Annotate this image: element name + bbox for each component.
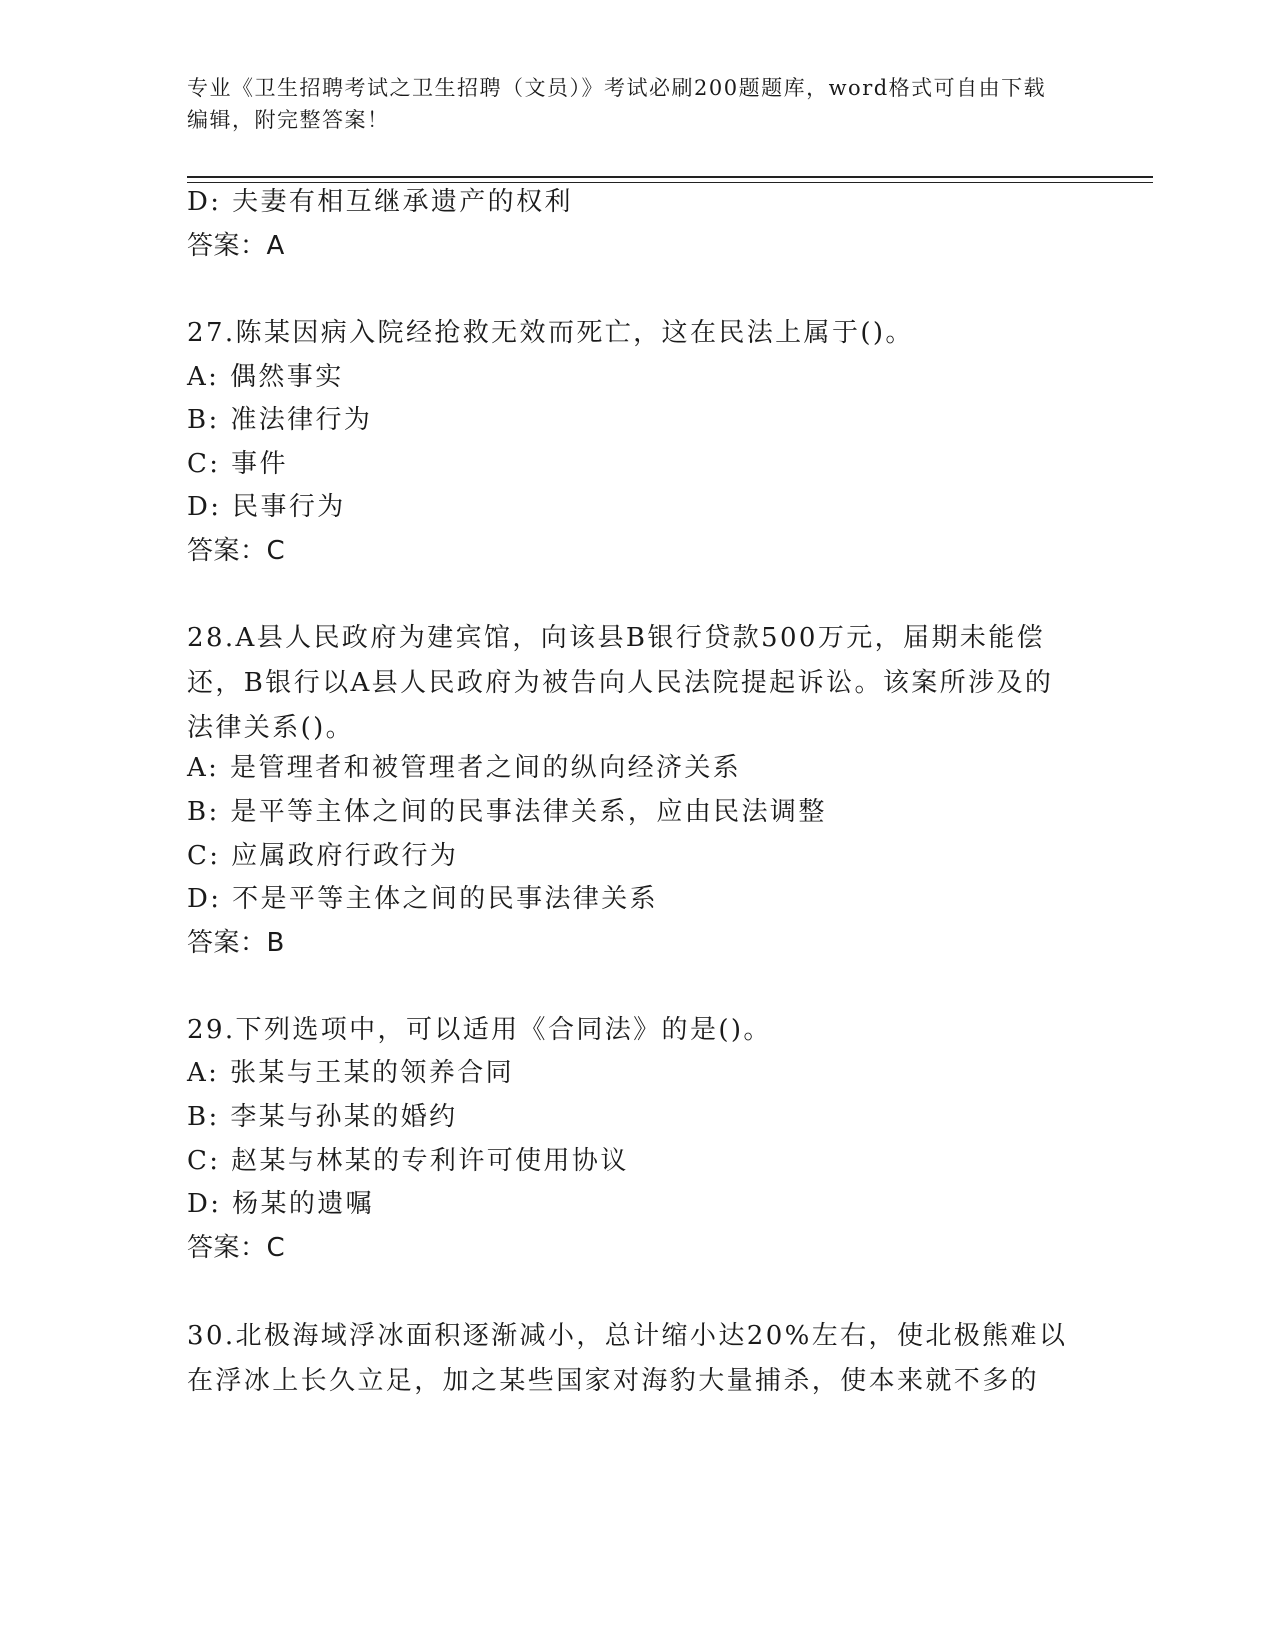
q27-option-a: A: 偶然事实 <box>187 362 344 392</box>
q26-option-d: D: 夫妻有相互继承遗产的权利 <box>187 187 573 217</box>
q27-option-b: B: 准法律行为 <box>187 405 373 435</box>
q29-option-a: A: 张某与王某的领养合同 <box>187 1058 515 1088</box>
q29-stem: 29.下列选项中，可以适用《合同法》的是()。 <box>187 1015 772 1045</box>
q29-option-d: D: 杨某的遗嘱 <box>187 1189 375 1219</box>
q28-option-b: B: 是平等主体之间的民事法律关系，应由民法调整 <box>187 797 827 827</box>
q27-answer: 答案：C <box>187 536 286 566</box>
q27-stem: 27.陈某因病入院经抢救无效而死亡，这在民法上属于()。 <box>187 318 914 348</box>
q28-answer: 答案：B <box>187 928 285 958</box>
header-divider-thin <box>187 182 1153 183</box>
q27-option-d: D: 民事行为 <box>187 492 346 522</box>
q29-option-b: B: 李某与孙某的婚约 <box>187 1102 458 1132</box>
q28-option-d: D: 不是平等主体之间的民事法律关系 <box>187 884 659 914</box>
header-divider-thick <box>187 176 1153 178</box>
q28-option-a: A: 是管理者和被管理者之间的纵向经济关系 <box>187 753 742 783</box>
document-header: 专业《卫生招聘考试之卫生招聘（文员）》考试必刷200题题库，word格式可自由下载编辑，附完整答案！ <box>187 76 1047 132</box>
q28-stem: 28.A县人民政府为建宾馆，向该县B银行贷款500万元，届期未能偿还，B银行以A县人民政府为被告向人民法院提起诉讼。该案所涉及的法律关系()。 <box>187 623 1054 743</box>
q28-option-c: C: 应属政府行政行为 <box>187 841 459 871</box>
q26-answer: 答案：A <box>187 231 285 261</box>
q29-answer: 答案：C <box>187 1233 286 1263</box>
q27-option-c: C: 事件 <box>187 449 288 479</box>
q30-stem: 30.北极海域浮冰面积逐渐减小，总计缩小达20%左右，使北极熊难以在浮冰上长久立足，加之某些国家对海豹大量捕杀，使本来就不多的 <box>187 1321 1068 1396</box>
q29-option-c: C: 赵某与林某的专利许可使用协议 <box>187 1146 629 1176</box>
